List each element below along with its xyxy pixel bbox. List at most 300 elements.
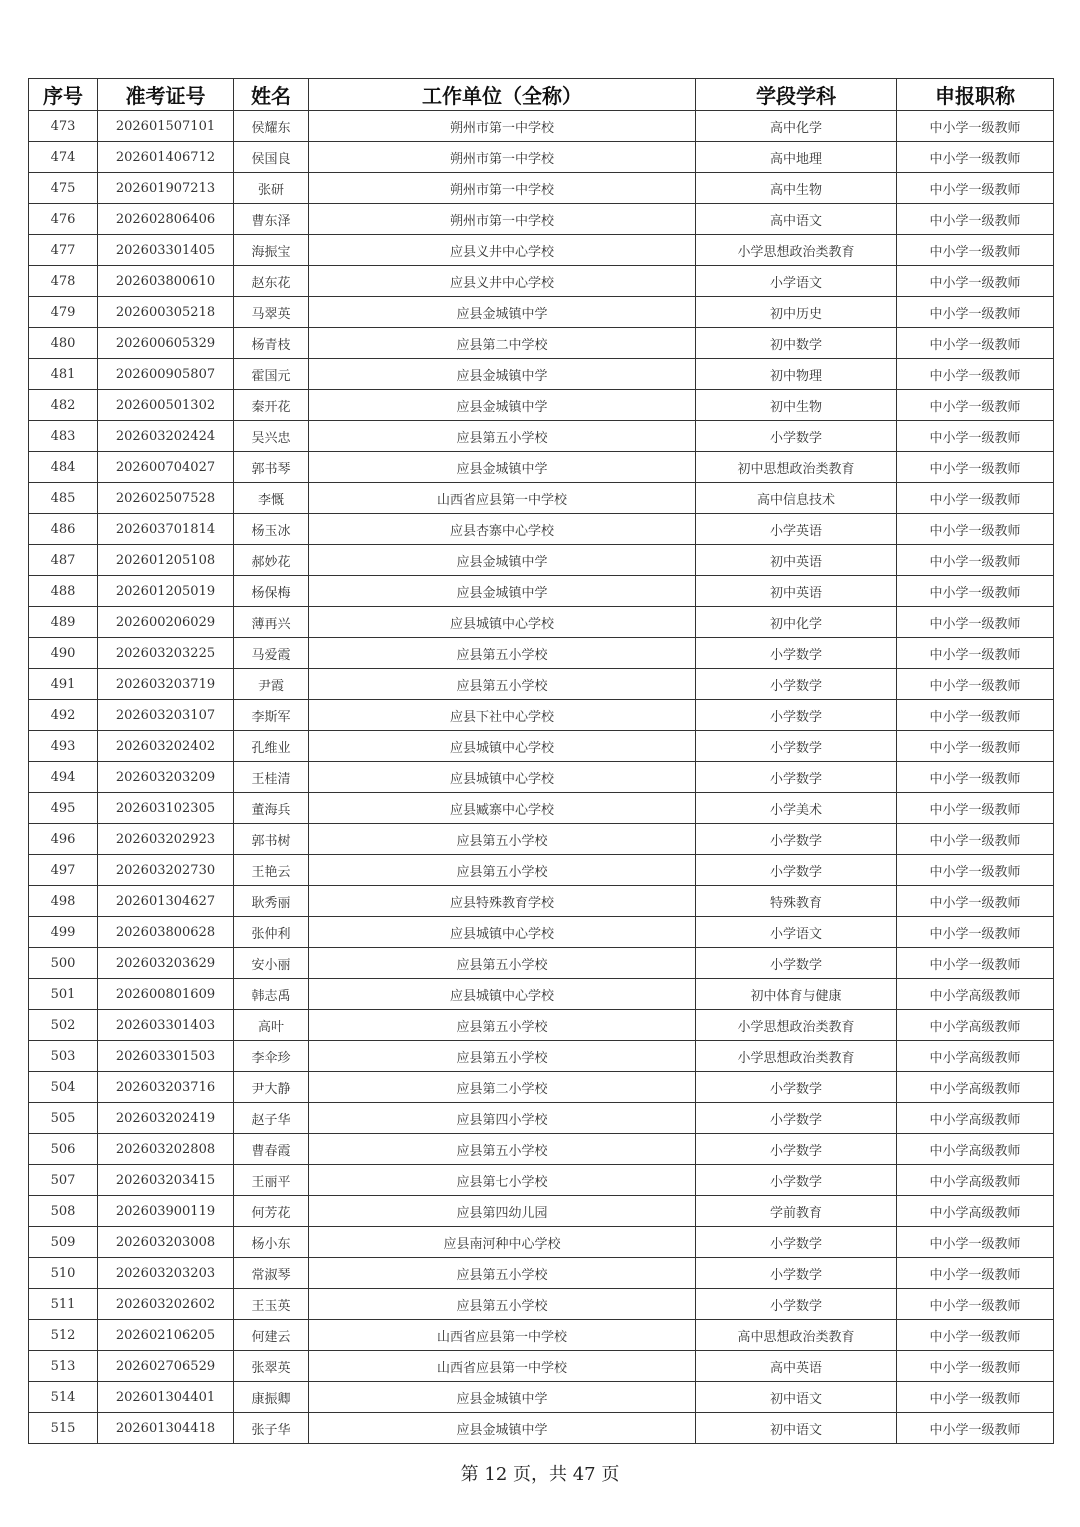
cell-exam-id: 202603202419 <box>98 1103 234 1134</box>
table-row <box>29 855 1054 886</box>
cell-exam-id: 202603203225 <box>98 638 234 669</box>
cell-exam-id: 202603203107 <box>98 700 234 731</box>
table-row <box>29 1134 1054 1165</box>
cell-work-unit: 山西省应县第一中学校 <box>309 483 696 514</box>
cell-name: 郝妙花 <box>234 545 309 576</box>
table-row <box>29 917 1054 948</box>
cell-name: 何建云 <box>234 1320 309 1351</box>
cell-subject: 特殊教育 <box>696 886 897 917</box>
cell-title-applied: 中小学一级教师 <box>897 235 1054 266</box>
cell-exam-id: 202602806406 <box>98 204 234 235</box>
cell-work-unit: 应县金城镇中学 <box>309 545 696 576</box>
table-row <box>29 359 1054 390</box>
cell-work-unit: 应县第七小学校 <box>309 1165 696 1196</box>
cell-exam-id: 202603203719 <box>98 669 234 700</box>
cell-exam-id: 202603900119 <box>98 1196 234 1227</box>
cell-serial-number: 481 <box>29 359 98 390</box>
cell-title-applied: 中小学一级教师 <box>897 855 1054 886</box>
cell-name: 侯耀东 <box>234 111 309 142</box>
cell-serial-number: 499 <box>29 917 98 948</box>
cell-title-applied: 中小学一级教师 <box>897 421 1054 452</box>
cell-exam-id: 202601205019 <box>98 576 234 607</box>
table-row <box>29 793 1054 824</box>
cell-serial-number: 483 <box>29 421 98 452</box>
cell-exam-id: 202603301503 <box>98 1041 234 1072</box>
cell-title-applied: 中小学高级教师 <box>897 1072 1054 1103</box>
table-row <box>29 1010 1054 1041</box>
cell-exam-id: 202603202424 <box>98 421 234 452</box>
cell-work-unit: 应县第五小学校 <box>309 638 696 669</box>
cell-serial-number: 473 <box>29 111 98 142</box>
cell-exam-id: 202603202730 <box>98 855 234 886</box>
cell-work-unit: 应县臧寨中心学校 <box>309 793 696 824</box>
cell-name: 尹大静 <box>234 1072 309 1103</box>
cell-title-applied: 中小学一级教师 <box>897 204 1054 235</box>
cell-subject: 小学数学 <box>696 638 897 669</box>
cell-name: 秦开花 <box>234 390 309 421</box>
table-row <box>29 1041 1054 1072</box>
cell-exam-id: 202601507101 <box>98 111 234 142</box>
cell-serial-number: 494 <box>29 762 98 793</box>
cell-work-unit: 应县城镇中心学校 <box>309 607 696 638</box>
cell-exam-id: 202603202402 <box>98 731 234 762</box>
cell-work-unit: 应县第四小学校 <box>309 1103 696 1134</box>
cell-work-unit: 应县金城镇中学 <box>309 297 696 328</box>
cell-subject: 初中英语 <box>696 545 897 576</box>
table-row <box>29 514 1054 545</box>
cell-exam-id: 202603203629 <box>98 948 234 979</box>
table-row <box>29 328 1054 359</box>
cell-exam-id: 202603701814 <box>98 514 234 545</box>
cell-title-applied: 中小学一级教师 <box>897 297 1054 328</box>
table-row <box>29 824 1054 855</box>
cell-title-applied: 中小学一级教师 <box>897 111 1054 142</box>
cell-subject: 小学思想政治类教育 <box>696 235 897 266</box>
cell-subject: 小学数学 <box>696 1103 897 1134</box>
cell-subject: 小学思想政治类教育 <box>696 1041 897 1072</box>
cell-serial-number: 495 <box>29 793 98 824</box>
cell-title-applied: 中小学一级教师 <box>897 483 1054 514</box>
cell-work-unit: 朔州市第一中学校 <box>309 204 696 235</box>
table-row <box>29 1351 1054 1382</box>
cell-serial-number: 488 <box>29 576 98 607</box>
cell-title-applied: 中小学高级教师 <box>897 1165 1054 1196</box>
cell-name: 曹春霞 <box>234 1134 309 1165</box>
header-name: 姓名 <box>234 79 309 111</box>
cell-title-applied: 中小学高级教师 <box>897 1041 1054 1072</box>
cell-work-unit: 朔州市第一中学校 <box>309 111 696 142</box>
cell-title-applied: 中小学一级教师 <box>897 142 1054 173</box>
cell-serial-number: 511 <box>29 1289 98 1320</box>
cell-subject: 小学数学 <box>696 824 897 855</box>
cell-name: 薄再兴 <box>234 607 309 638</box>
cell-subject: 初中体育与健康 <box>696 979 897 1010</box>
cell-name: 郭书琴 <box>234 452 309 483</box>
cell-work-unit: 应县城镇中心学校 <box>309 979 696 1010</box>
cell-name: 李斯军 <box>234 700 309 731</box>
table-row <box>29 1196 1054 1227</box>
cell-title-applied: 中小学一级教师 <box>897 359 1054 390</box>
table-row <box>29 1227 1054 1258</box>
table-row <box>29 266 1054 297</box>
cell-name: 海振宝 <box>234 235 309 266</box>
header-row <box>29 79 1054 111</box>
cell-work-unit: 应县杏寨中心学校 <box>309 514 696 545</box>
cell-serial-number: 504 <box>29 1072 98 1103</box>
cell-subject: 小学数学 <box>696 948 897 979</box>
table-row <box>29 297 1054 328</box>
cell-subject: 小学数学 <box>696 1134 897 1165</box>
cell-name: 张子华 <box>234 1413 309 1444</box>
cell-subject: 小学数学 <box>696 1289 897 1320</box>
cell-subject: 小学数学 <box>696 1227 897 1258</box>
cell-exam-id: 202600305218 <box>98 297 234 328</box>
cell-title-applied: 中小学一级教师 <box>897 948 1054 979</box>
cell-title-applied: 中小学一级教师 <box>897 669 1054 700</box>
cell-work-unit: 应县金城镇中学 <box>309 1382 696 1413</box>
cell-serial-number: 510 <box>29 1258 98 1289</box>
cell-subject: 小学数学 <box>696 1072 897 1103</box>
cell-subject: 小学语文 <box>696 266 897 297</box>
cell-exam-id: 202600605329 <box>98 328 234 359</box>
cell-work-unit: 应县第五小学校 <box>309 1258 696 1289</box>
cell-serial-number: 487 <box>29 545 98 576</box>
cell-subject: 小学数学 <box>696 1258 897 1289</box>
cell-serial-number: 480 <box>29 328 98 359</box>
cell-exam-id: 202603203008 <box>98 1227 234 1258</box>
table-row <box>29 1258 1054 1289</box>
cell-work-unit: 应县金城镇中学 <box>309 1413 696 1444</box>
cell-name: 李伞珍 <box>234 1041 309 1072</box>
table-row <box>29 607 1054 638</box>
cell-serial-number: 503 <box>29 1041 98 1072</box>
cell-title-applied: 中小学一级教师 <box>897 328 1054 359</box>
cell-name: 董海兵 <box>234 793 309 824</box>
cell-exam-id: 202600704027 <box>98 452 234 483</box>
cell-title-applied: 中小学一级教师 <box>897 824 1054 855</box>
cell-work-unit: 应县金城镇中学 <box>309 390 696 421</box>
page-number-footer: 第 12 页，共 47 页 <box>460 1464 620 1485</box>
cell-exam-id: 202603301405 <box>98 235 234 266</box>
cell-name: 孔维业 <box>234 731 309 762</box>
cell-serial-number: 498 <box>29 886 98 917</box>
cell-name: 侯国良 <box>234 142 309 173</box>
cell-title-applied: 中小学一级教师 <box>897 917 1054 948</box>
cell-name: 杨保梅 <box>234 576 309 607</box>
cell-serial-number: 485 <box>29 483 98 514</box>
cell-subject: 高中地理 <box>696 142 897 173</box>
cell-name: 杨小东 <box>234 1227 309 1258</box>
cell-exam-id: 202600501302 <box>98 390 234 421</box>
cell-name: 韩志禹 <box>234 979 309 1010</box>
table-row <box>29 421 1054 452</box>
table-row <box>29 1382 1054 1413</box>
table-row <box>29 1103 1054 1134</box>
cell-work-unit: 应县金城镇中学 <box>309 576 696 607</box>
table-row <box>29 235 1054 266</box>
cell-title-applied: 中小学一级教师 <box>897 1382 1054 1413</box>
table-row <box>29 948 1054 979</box>
cell-exam-id: 202600905807 <box>98 359 234 390</box>
cell-work-unit: 应县第五小学校 <box>309 669 696 700</box>
cell-name: 何芳花 <box>234 1196 309 1227</box>
table-row <box>29 204 1054 235</box>
cell-serial-number: 497 <box>29 855 98 886</box>
cell-work-unit: 应县第五小学校 <box>309 421 696 452</box>
table-row <box>29 700 1054 731</box>
cell-subject: 初中语文 <box>696 1413 897 1444</box>
cell-subject: 小学语文 <box>696 917 897 948</box>
cell-name: 王艳云 <box>234 855 309 886</box>
cell-subject: 小学数学 <box>696 855 897 886</box>
cell-serial-number: 515 <box>29 1413 98 1444</box>
cell-exam-id: 202603102305 <box>98 793 234 824</box>
cell-subject: 小学数学 <box>696 762 897 793</box>
registration-table-container <box>28 78 1053 1444</box>
cell-title-applied: 中小学高级教师 <box>897 979 1054 1010</box>
cell-name: 尹霞 <box>234 669 309 700</box>
cell-serial-number: 486 <box>29 514 98 545</box>
cell-subject: 初中生物 <box>696 390 897 421</box>
cell-serial-number: 492 <box>29 700 98 731</box>
cell-serial-number: 500 <box>29 948 98 979</box>
cell-title-applied: 中小学一级教师 <box>897 266 1054 297</box>
cell-serial-number: 477 <box>29 235 98 266</box>
table-row <box>29 142 1054 173</box>
header-serial-number: 序号 <box>29 79 98 111</box>
table-row <box>29 173 1054 204</box>
cell-serial-number: 493 <box>29 731 98 762</box>
cell-name: 赵子华 <box>234 1103 309 1134</box>
cell-exam-id: 202601304401 <box>98 1382 234 1413</box>
cell-work-unit: 朔州市第一中学校 <box>309 173 696 204</box>
cell-name: 马爱霞 <box>234 638 309 669</box>
cell-title-applied: 中小学一级教师 <box>897 607 1054 638</box>
cell-subject: 小学美术 <box>696 793 897 824</box>
table-row <box>29 576 1054 607</box>
cell-name: 霍国元 <box>234 359 309 390</box>
cell-title-applied: 中小学高级教师 <box>897 1010 1054 1041</box>
cell-work-unit: 山西省应县第一中学校 <box>309 1320 696 1351</box>
cell-title-applied: 中小学一级教师 <box>897 452 1054 483</box>
table-row <box>29 1320 1054 1351</box>
cell-subject: 学前教育 <box>696 1196 897 1227</box>
table-row <box>29 886 1054 917</box>
cell-subject: 小学数学 <box>696 421 897 452</box>
cell-exam-id: 202602106205 <box>98 1320 234 1351</box>
cell-serial-number: 502 <box>29 1010 98 1041</box>
cell-work-unit: 应县金城镇中学 <box>309 359 696 390</box>
cell-title-applied: 中小学一级教师 <box>897 1258 1054 1289</box>
cell-work-unit: 应县第五小学校 <box>309 824 696 855</box>
table-row <box>29 669 1054 700</box>
cell-work-unit: 应县城镇中心学校 <box>309 917 696 948</box>
cell-serial-number: 474 <box>29 142 98 173</box>
cell-serial-number: 482 <box>29 390 98 421</box>
cell-work-unit: 应县第五小学校 <box>309 1010 696 1041</box>
cell-title-applied: 中小学一级教师 <box>897 886 1054 917</box>
header-title-applied: 申报职称 <box>897 79 1054 111</box>
cell-title-applied: 中小学高级教师 <box>897 1196 1054 1227</box>
table-row <box>29 483 1054 514</box>
cell-work-unit: 应县第二小学校 <box>309 1072 696 1103</box>
cell-name: 康振卿 <box>234 1382 309 1413</box>
cell-name: 郭书树 <box>234 824 309 855</box>
cell-title-applied: 中小学高级教师 <box>897 1134 1054 1165</box>
table-row <box>29 1072 1054 1103</box>
cell-title-applied: 中小学一级教师 <box>897 700 1054 731</box>
cell-work-unit: 应县第四幼儿园 <box>309 1196 696 1227</box>
cell-serial-number: 509 <box>29 1227 98 1258</box>
cell-subject: 初中数学 <box>696 328 897 359</box>
cell-work-unit: 应县第二中学校 <box>309 328 696 359</box>
cell-exam-id: 202600801609 <box>98 979 234 1010</box>
cell-subject: 高中英语 <box>696 1351 897 1382</box>
cell-name: 常淑琴 <box>234 1258 309 1289</box>
cell-exam-id: 202603202808 <box>98 1134 234 1165</box>
cell-serial-number: 484 <box>29 452 98 483</box>
cell-exam-id: 202601205108 <box>98 545 234 576</box>
table-row <box>29 452 1054 483</box>
cell-serial-number: 490 <box>29 638 98 669</box>
cell-name: 王玉英 <box>234 1289 309 1320</box>
cell-exam-id: 202603203209 <box>98 762 234 793</box>
cell-title-applied: 中小学一级教师 <box>897 638 1054 669</box>
registration-table <box>28 78 1054 1444</box>
cell-serial-number: 491 <box>29 669 98 700</box>
cell-subject: 小学英语 <box>696 514 897 545</box>
cell-work-unit: 应县特殊教育学校 <box>309 886 696 917</box>
cell-name: 曹东泽 <box>234 204 309 235</box>
cell-name: 高叶 <box>234 1010 309 1041</box>
table-row <box>29 731 1054 762</box>
cell-exam-id: 202603203203 <box>98 1258 234 1289</box>
cell-subject: 初中物理 <box>696 359 897 390</box>
cell-work-unit: 朔州市第一中学校 <box>309 142 696 173</box>
table-body <box>29 111 1054 1444</box>
cell-serial-number: 507 <box>29 1165 98 1196</box>
table-row <box>29 1413 1054 1444</box>
cell-title-applied: 中小学一级教师 <box>897 1413 1054 1444</box>
table-row <box>29 979 1054 1010</box>
cell-work-unit: 应县第五小学校 <box>309 1289 696 1320</box>
table-row <box>29 762 1054 793</box>
cell-work-unit: 应县第五小学校 <box>309 1134 696 1165</box>
cell-work-unit: 应县义井中心学校 <box>309 235 696 266</box>
cell-serial-number: 508 <box>29 1196 98 1227</box>
table-row <box>29 1289 1054 1320</box>
cell-subject: 小学数学 <box>696 731 897 762</box>
header-exam-id: 准考证号 <box>98 79 234 111</box>
cell-subject: 高中信息技术 <box>696 483 897 514</box>
cell-serial-number: 489 <box>29 607 98 638</box>
table-row <box>29 111 1054 142</box>
cell-subject: 小学数学 <box>696 700 897 731</box>
cell-subject: 初中英语 <box>696 576 897 607</box>
table-row <box>29 1165 1054 1196</box>
cell-subject: 高中语文 <box>696 204 897 235</box>
cell-exam-id: 202601406712 <box>98 142 234 173</box>
cell-subject: 初中思想政治类教育 <box>696 452 897 483</box>
cell-work-unit: 应县南河种中心学校 <box>309 1227 696 1258</box>
cell-name: 杨青枝 <box>234 328 309 359</box>
cell-exam-id: 202603301403 <box>98 1010 234 1041</box>
cell-serial-number: 514 <box>29 1382 98 1413</box>
cell-title-applied: 中小学一级教师 <box>897 545 1054 576</box>
cell-serial-number: 501 <box>29 979 98 1010</box>
cell-work-unit: 应县下社中心学校 <box>309 700 696 731</box>
cell-subject: 高中思想政治类教育 <box>696 1320 897 1351</box>
cell-subject: 高中生物 <box>696 173 897 204</box>
cell-exam-id: 202600206029 <box>98 607 234 638</box>
cell-name: 杨玉冰 <box>234 514 309 545</box>
cell-exam-id: 202601907213 <box>98 173 234 204</box>
cell-work-unit: 应县金城镇中学 <box>309 452 696 483</box>
cell-name: 马翠英 <box>234 297 309 328</box>
cell-name: 张翠英 <box>234 1351 309 1382</box>
cell-exam-id: 202601304627 <box>98 886 234 917</box>
cell-exam-id: 202601304418 <box>98 1413 234 1444</box>
cell-exam-id: 202603203415 <box>98 1165 234 1196</box>
cell-serial-number: 506 <box>29 1134 98 1165</box>
cell-exam-id: 202603800628 <box>98 917 234 948</box>
cell-serial-number: 479 <box>29 297 98 328</box>
cell-name: 赵东花 <box>234 266 309 297</box>
cell-subject: 初中语文 <box>696 1382 897 1413</box>
cell-work-unit: 山西省应县第一中学校 <box>309 1351 696 1382</box>
cell-title-applied: 中小学一级教师 <box>897 390 1054 421</box>
cell-title-applied: 中小学一级教师 <box>897 173 1054 204</box>
cell-title-applied: 中小学一级教师 <box>897 762 1054 793</box>
cell-serial-number: 476 <box>29 204 98 235</box>
cell-name: 张仲利 <box>234 917 309 948</box>
cell-exam-id: 202602507528 <box>98 483 234 514</box>
cell-serial-number: 496 <box>29 824 98 855</box>
cell-name: 王丽平 <box>234 1165 309 1196</box>
cell-title-applied: 中小学一级教师 <box>897 793 1054 824</box>
cell-exam-id: 202603800610 <box>98 266 234 297</box>
cell-work-unit: 应县第五小学校 <box>309 948 696 979</box>
cell-subject: 高中化学 <box>696 111 897 142</box>
cell-exam-id: 202603203716 <box>98 1072 234 1103</box>
cell-name: 安小丽 <box>234 948 309 979</box>
cell-name: 李慨 <box>234 483 309 514</box>
table-row <box>29 390 1054 421</box>
cell-exam-id: 202602706529 <box>98 1351 234 1382</box>
cell-work-unit: 应县城镇中心学校 <box>309 731 696 762</box>
cell-title-applied: 中小学一级教师 <box>897 1289 1054 1320</box>
cell-title-applied: 中小学一级教师 <box>897 576 1054 607</box>
cell-title-applied: 中小学一级教师 <box>897 1320 1054 1351</box>
cell-serial-number: 512 <box>29 1320 98 1351</box>
cell-serial-number: 505 <box>29 1103 98 1134</box>
cell-subject: 初中化学 <box>696 607 897 638</box>
table-row <box>29 545 1054 576</box>
cell-serial-number: 478 <box>29 266 98 297</box>
cell-subject: 小学数学 <box>696 1165 897 1196</box>
cell-title-applied: 中小学一级教师 <box>897 514 1054 545</box>
cell-work-unit: 应县第五小学校 <box>309 1041 696 1072</box>
cell-subject: 小学思想政治类教育 <box>696 1010 897 1041</box>
cell-title-applied: 中小学一级教师 <box>897 731 1054 762</box>
table-header <box>29 79 1054 111</box>
cell-title-applied: 中小学一级教师 <box>897 1227 1054 1258</box>
cell-title-applied: 中小学高级教师 <box>897 1103 1054 1134</box>
cell-work-unit: 应县第五小学校 <box>309 855 696 886</box>
cell-subject: 初中历史 <box>696 297 897 328</box>
cell-work-unit: 应县义井中心学校 <box>309 266 696 297</box>
cell-subject: 小学数学 <box>696 669 897 700</box>
